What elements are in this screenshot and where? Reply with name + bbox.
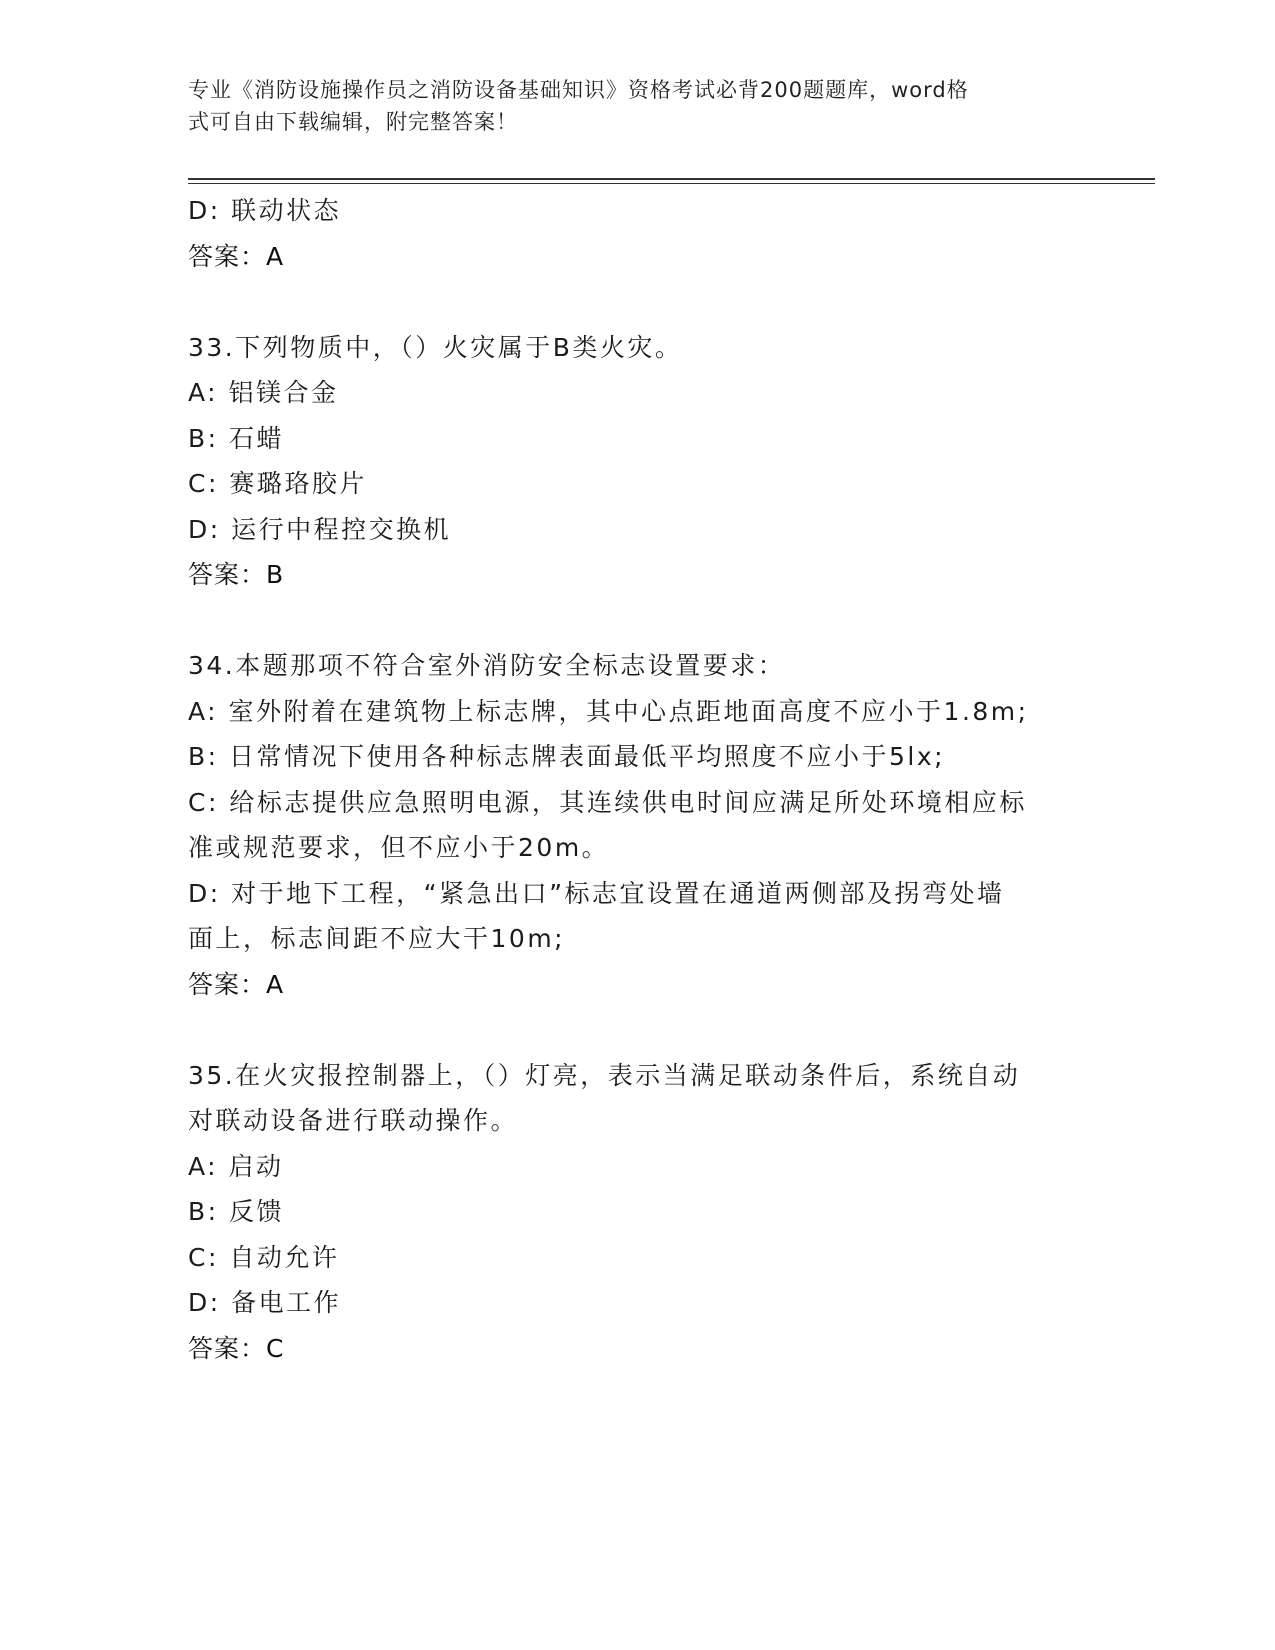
option-a: A: 启动 — [188, 1151, 284, 1181]
option-c: C: 自动允许 — [188, 1242, 340, 1272]
header-line-2: 式可自由下载编辑，附完整答案！ — [188, 110, 518, 134]
question-stem: 33.下列物质中，（）火灾属于B类火灾。 — [188, 332, 683, 362]
question-stem: 35.在火灾报控制器上，（）灯亮，表示当满足联动条件后，系统自动 — [188, 1060, 1021, 1090]
answer-line: 答案：C — [188, 1333, 285, 1363]
spacer — [188, 598, 1088, 644]
header-rule-thin — [188, 183, 1155, 184]
option-b: B: 日常情况下使用各种标志牌表面最低平均照度不应小于5lx; — [188, 742, 946, 771]
question-35 — [188, 1053, 1088, 1372]
option-d: D: 运行中程控交换机 — [188, 514, 452, 544]
option-d: D: 对于地下工程，“紧急出口”标志宜设置在通道两侧部及拐弯处墙 — [188, 878, 1005, 908]
option-d: D: 联动状态 — [188, 196, 342, 225]
option-c: C: 给标志提供应急照明电源，其连续供电时间应满足所处环境相应标 — [188, 787, 1027, 817]
continued-question — [188, 188, 1088, 279]
answer-line: 答案：A — [188, 969, 285, 999]
option-d: D: 备电工作 — [188, 1288, 342, 1317]
option-d-continued: 面上，标志间距不应大干10m; — [188, 924, 566, 953]
header-rule-thick — [188, 178, 1155, 180]
option-b: B: 反馈 — [188, 1197, 285, 1226]
question-34 — [188, 643, 1088, 1007]
header-line-1: 专业《消防设施操作员之消防设备基础知识》资格考试必背200题题库，word格 — [188, 78, 969, 102]
option-a: A: 铝镁合金 — [188, 378, 339, 407]
option-b: B: 石蜡 — [188, 423, 285, 453]
spacer — [188, 1007, 1088, 1053]
question-stem-continued: 对联动设备进行联动操作。 — [188, 1106, 519, 1135]
question-list — [188, 188, 1088, 1371]
answer-line: 答案：A — [188, 241, 285, 271]
question-33 — [188, 325, 1088, 598]
option-c: C: 赛璐珞胶片 — [188, 469, 367, 498]
answer-line: 答案：B — [188, 560, 285, 589]
option-a: A: 室外附着在建筑物上标志牌，其中心点距地面高度不应小于1.8m; — [188, 696, 1029, 726]
spacer — [188, 279, 1088, 325]
document-header — [188, 74, 1068, 138]
question-stem: 34.本题那项不符合室外消防安全标志设置要求： — [188, 651, 786, 680]
option-c-continued: 准或规范要求，但不应小于20m。 — [188, 833, 610, 862]
